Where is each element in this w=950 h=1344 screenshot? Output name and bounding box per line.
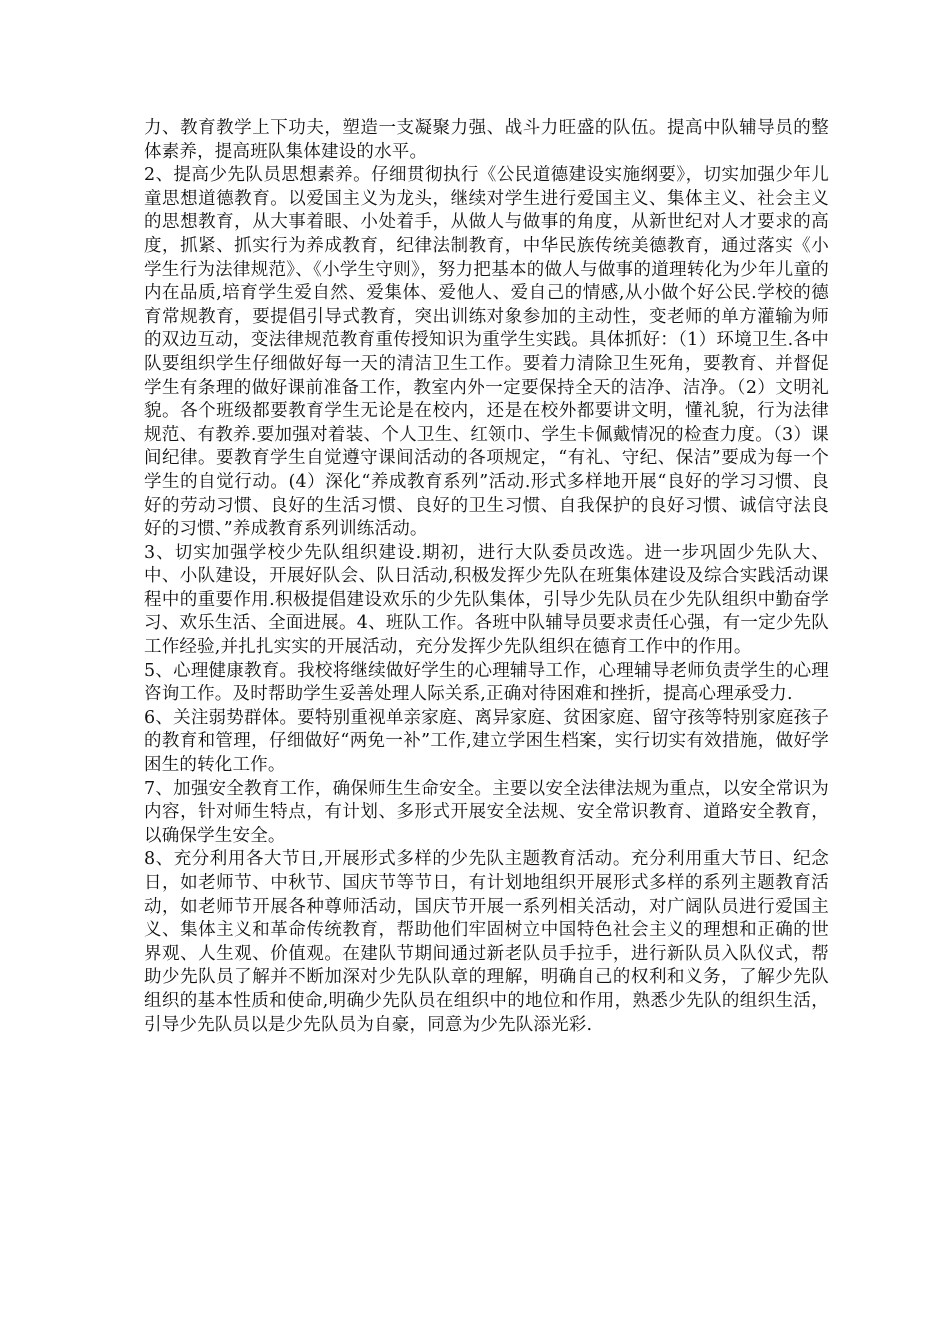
paragraph-mental-health: 5、心理健康教育。我校将继续做好学生的心理辅导工作，心理辅导老师负责学生的心理咨询工作。及时帮助学生妥善处理人际关系,正确对待困难和挫折，提高心理承受力. bbox=[144, 660, 829, 705]
paragraph-ideological-quality: 2、提高少先队员思想素养。仔细贯彻执行《公民道德建设实施纲要》，切实加强少年儿童思想道德教育。以爱国主义为龙头，继续对学生进行爱国主义、集体主义、社会主义的思想教育，从大事着眼、小处着手，从做人与做事的角度，从新世纪对人才要求的高度，抓紧、抓实行为养成教育，纪律法制教育，中华民族传统美德教育，通过落实《小学生行为法律规范》、《小学生守则》，努力把基本的做人与做事的道理转化为少年儿童的内在品质,培育学生爱自然、爱集体、爱他人、爱自己的情感,从小做个好公民.学校的德育常规教育，要提倡引导式教育，突出训练对象参加的主动性，变老师的单方灌输为师的双边互动，变法律规范教育重传授知识为重学生实践。具体抓好：（1）环境卫生.各中队要组织学生仔细做好每一天的清洁卫生工作。要着力清除卫生死角，要教育、并督促学生有条理的做好课前准备工作，教室内外一定要保持全天的洁净、洁净。（2）文明礼貌。各个班级都要教育学生无论是在校内，还是在校外都要讲文明，懂礼貌，行为法律规范、有教养.要加强对着装、个人卫生、红领巾、学生卡佩戴情况的检查力度。（3）课间纪律。要教育学生自觉遵守课间活动的各项规定，“有礼、守纪、保洁”要成为每一个学生的自觉行动。(4）深化“养成教育系列”活动.形式多样地开展“良好的学习习惯、良好的劳动习惯、良好的生活习惯、良好的卫生习惯、自我保护的良好习惯、诚信守法良好的习惯、”养成教育系列训练活动。 bbox=[144, 165, 829, 540]
paragraph-vulnerable-groups: 6、关注弱势群体。要特别重视单亲家庭、离异家庭、贫困家庭、留守孩等特别家庭孩子的教育和管理，仔细做好“两免一补”工作,建立学困生档案，实行切实有效措施，做好学困生的转化工作。 bbox=[144, 707, 829, 776]
paragraph-safety-education: 7、加强安全教育工作，确保师生生命安全。主要以安全法律法规为重点，以安全常识为内容，针对师生特点，有计划、多形式开展安全法规、安全常识教育、道路安全教育，以确保学生安全。 bbox=[144, 778, 829, 846]
paragraph-team-building: 力、教育教学上下功夫，塑造一支凝聚力强、战斗力旺盛的队伍。提高中队辅导员的整体素养，提高班队集体建设的水平。 bbox=[144, 118, 829, 162]
paragraph-festival-activities: 8、充分利用各大节日,开展形式多样的少先队主题教育活动。充分利用重大节日、纪念日，如老师节、中秋节、国庆节等节日，有计划地组织开展形式多样的系列主题教育活动，如老师节开展各种尊师活动，国庆节开展一系列相关活动，对广阔队员进行爱国主义、集体主义和革命传统教育，帮助他们牢固树立中国特色社会主义的理想和正确的世界观、人生观、价值观。在建队节期间通过新老队员手拉手，进行新队员入队仪式，帮助少先队员了解并不断加深对少先队队章的理解，明确自己的权利和义务，了解少先队组织的基本性质和使命,明确少先队员在组织中的地位和作用，熟悉少先队的组织生活，引导少先队员以是少先队员为自豪，同意为少先队添光彩. bbox=[144, 849, 829, 1035]
document-body bbox=[144, 117, 829, 1037]
paragraph-organization-building: 3、切实加强学校少先队组织建设.期初，进行大队委员改选。进一步巩固少先队大、中、小队建设，开展好队会、队日活动,积极发挥少先队在班集体建设及综合实践活动课程中的重要作用.积极提倡建设欢乐的少先队集体，引导少先队员在少先队组织中勤奋学习、欢乐生活、全面进展。4、班队工作。各班中队辅导员要求责任心强，有一定少先队工作经验,并扎扎实实的开展活动，充分发挥少先队组织在德育工作中的作用。 bbox=[144, 542, 829, 658]
